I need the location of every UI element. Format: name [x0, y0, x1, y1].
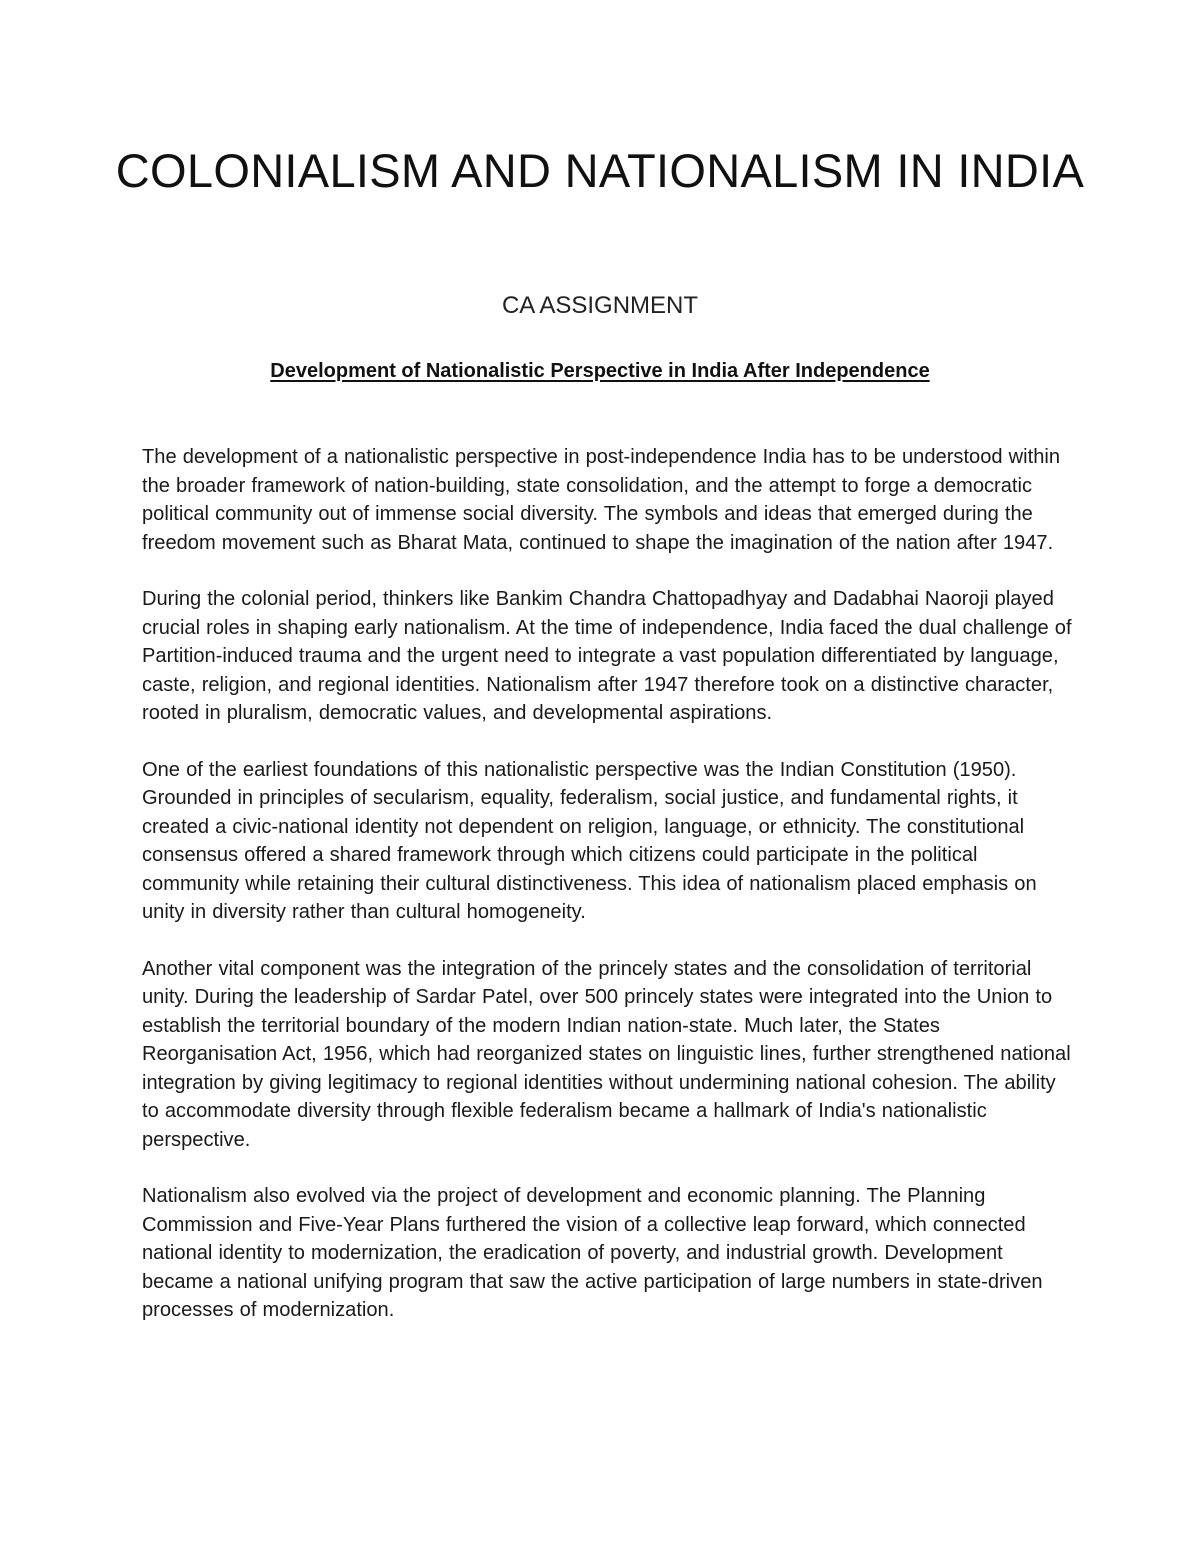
paragraph-4: Another vital component was the integration of the princely states and the consolidation of territorial unity. During the leadership of Sardar Patel, over 500 princely states were integrated into the Union to establish the territorial boundary of the modern Indian nation-state. Much later, the States Reorganisation Act, 1956, which had reorganized states on linguistic lines, further strengthened national integration by giving legitimacy to regional identities without undermining national cohesion. The ability to accommodate diversity through flexible federalism became a hallmark of India's nationalistic perspective. — [142, 957, 1071, 1151]
document-title: COLONIALISM AND NATIONALISM IN INDIA — [115, 144, 1085, 197]
paragraph-3: One of the earliest foundations of this nationalistic perspective was the Indian Constitution (1950). Grounded in principles of secularism, equality, federalism, social justice, and fundamental rights, it created a civic-national identity not dependent on religion, language, or ethnicity. The constitutional consensus offered a shared framework through which citizens could participate in the political community while retaining their cultural distinctiveness. This idea of nationalism placed emphasis on unity in diversity rather than cultural homogeneity. — [142, 758, 1037, 923]
paragraph-2: During the colonial period, thinkers like Bankim Chandra Chattopadhyay and Dadabhai Naoroji played crucial roles in shaping early nationalism. At the time of independence, India faced the dual challenge of Partition-induced trauma and the urgent need to integrate a vast population differentiated by language, caste, religion, and regional identities. Nationalism after 1947 therefore took on a distinctive character, rooted in pluralism, democratic values, and developmental aspirations. — [142, 588, 1072, 724]
paragraph-1: The development of a nationalistic perspective in post-independence India has to be understood within the broader framework of nation-building, state consolidation, and the attempt to forge a democratic political community out of immense social diversity. The symbols and ideas that emerged during the freedom movement such as Bharat Mata, continued to shape the imagination of the nation after 1947. — [142, 446, 1061, 554]
document-subtitle: CA ASSIGNMENT — [501, 292, 699, 319]
section-heading: Development of Nationalistic Perspective in India After Independence — [270, 360, 930, 382]
document-body — [142, 443, 1072, 1353]
paragraph-5: Nationalism also evolved via the project of development and economic planning. The Planning Commission and Five-Year Plans furthered the vision of a collective leap forward, which connected national identity to modernization, the eradication of poverty, and industrial growth. Development became a national unifying program that saw the active participation of large numbers in state-driven processes of modernization. — [142, 1185, 1043, 1321]
